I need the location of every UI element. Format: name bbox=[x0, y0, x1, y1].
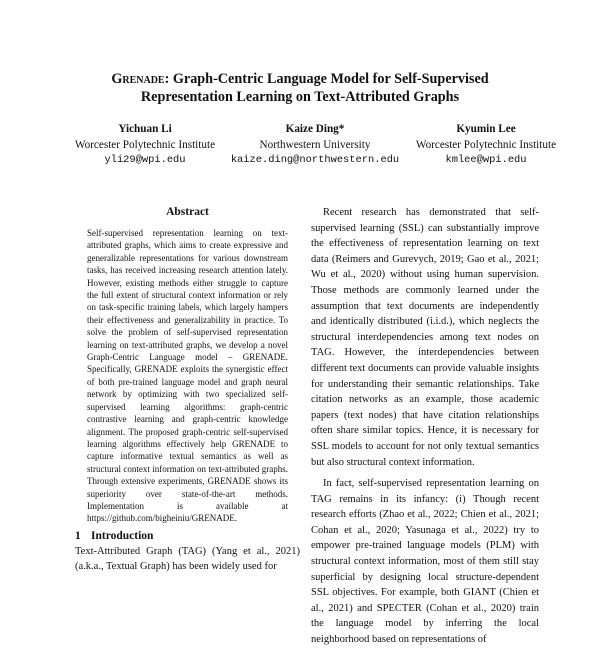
author-name: Yichuan Li bbox=[118, 123, 172, 135]
author-affiliation: Worcester Polytechnic Institute bbox=[415, 138, 557, 151]
title-line2: Representation Learning on Text-Attributed Graphs bbox=[140, 89, 460, 105]
author-name: Kyumin Lee bbox=[456, 123, 516, 135]
right-column bbox=[311, 205, 539, 654]
intro-paragraph: Text-Attributed Graph (TAG) (Yang et al., 2021) (a.k.a., Textual Graph) has been widely used for bbox=[75, 545, 300, 573]
body-paragraph-2: In fact, self-supervised representation learning on TAG remains in its infancy: (i) Though recent research efforts (Zhao et al., 2022; Chien et al., 2021; Cohan et al., 2020; Yasunaga et al., 2022) try to empower pre-trained language models (PLM) with structural context information, most of them still stay superficial by designing local structure-dependent SSL objectives. For example, both GIANT (Chien et al., 2021) and SPECTER (Cohan et al., 2020) train the language model by inferring the local neighborhood based on representations of bbox=[311, 478, 539, 646]
left-column bbox=[75, 205, 300, 581]
title-line1: : Graph-Centric Language Model for Self-Supervised bbox=[164, 71, 489, 87]
author-name: Kaize Ding* bbox=[285, 123, 345, 135]
title-smallcaps: Grenade bbox=[111, 71, 165, 87]
body-paragraph-1: Recent research has demonstrated that self-supervised learning (SSL) can substantially improve the effectiveness of representation learning on text data (Reimers and Gurevych, 2019; Gao et al., 2021; Wu et al., 2020) without using human supervision. Those methods are commonly learned under the assumption that text documents are independently and identically distributed (i.i.d.), which neglects the structural interdependencies among text nodes on TAG. However, the interdependencies between different text documents can provide valuable insights for understanding their semantic relationships. Take citation networks as an example, those academic papers (text nodes) that have citation relationships often share similar topics. Hence, it is necessary for SSL models to account for not only textual semantics but also structural context information. bbox=[311, 207, 539, 468]
author-2 bbox=[215, 122, 415, 169]
abstract-heading: Abstract bbox=[166, 206, 209, 218]
author-email: yli29@wpi.edu bbox=[104, 154, 186, 166]
author-affiliation: Northwestern University bbox=[259, 138, 371, 151]
author-affiliation: Worcester Polytechnic Institute bbox=[74, 138, 216, 151]
paper-title bbox=[60, 70, 540, 106]
section-number: 1 bbox=[75, 529, 81, 542]
section-title: Introduction bbox=[91, 529, 154, 542]
author-email: kaize.ding@northwestern.edu bbox=[230, 154, 400, 166]
abstract-text: Self-supervised representation learning on text-attributed graphs, which aims to create expressive and generalizable representations for various downstream tasks, has received increasing research attention lately. However, existing methods either struggle to capture the full extent of structural context information or rely on task-specific training labels, which largely hampers their effectiveness and generalizability in practice. To solve the problem of self-supervised representation learning on text-attributed graphs, we develop a novel Graph-Centric Language model – GRENADE. Specifically, GRENADE exploits the synergistic effect of both pre-trained language model and graph neural network by optimizing with two specialized self-supervised learning algorithms: graph-centric contrastive learning and graph-centric knowledge alignment. The proposed graph-centric self-supervised learning algorithms effectively help GRENADE to capture informative textual semantics as well as structural context information on text-attributed graphs. Through extensive experiments, GRENADE shows its superiority over state-of-the-art methods. Implementation is available at https://github.com/bigheiniu/GRENADE. bbox=[87, 228, 288, 524]
section-heading-introduction bbox=[75, 529, 300, 544]
author-email: kmlee@wpi.edu bbox=[445, 154, 527, 166]
author-1 bbox=[50, 122, 240, 169]
author-3 bbox=[386, 122, 586, 169]
